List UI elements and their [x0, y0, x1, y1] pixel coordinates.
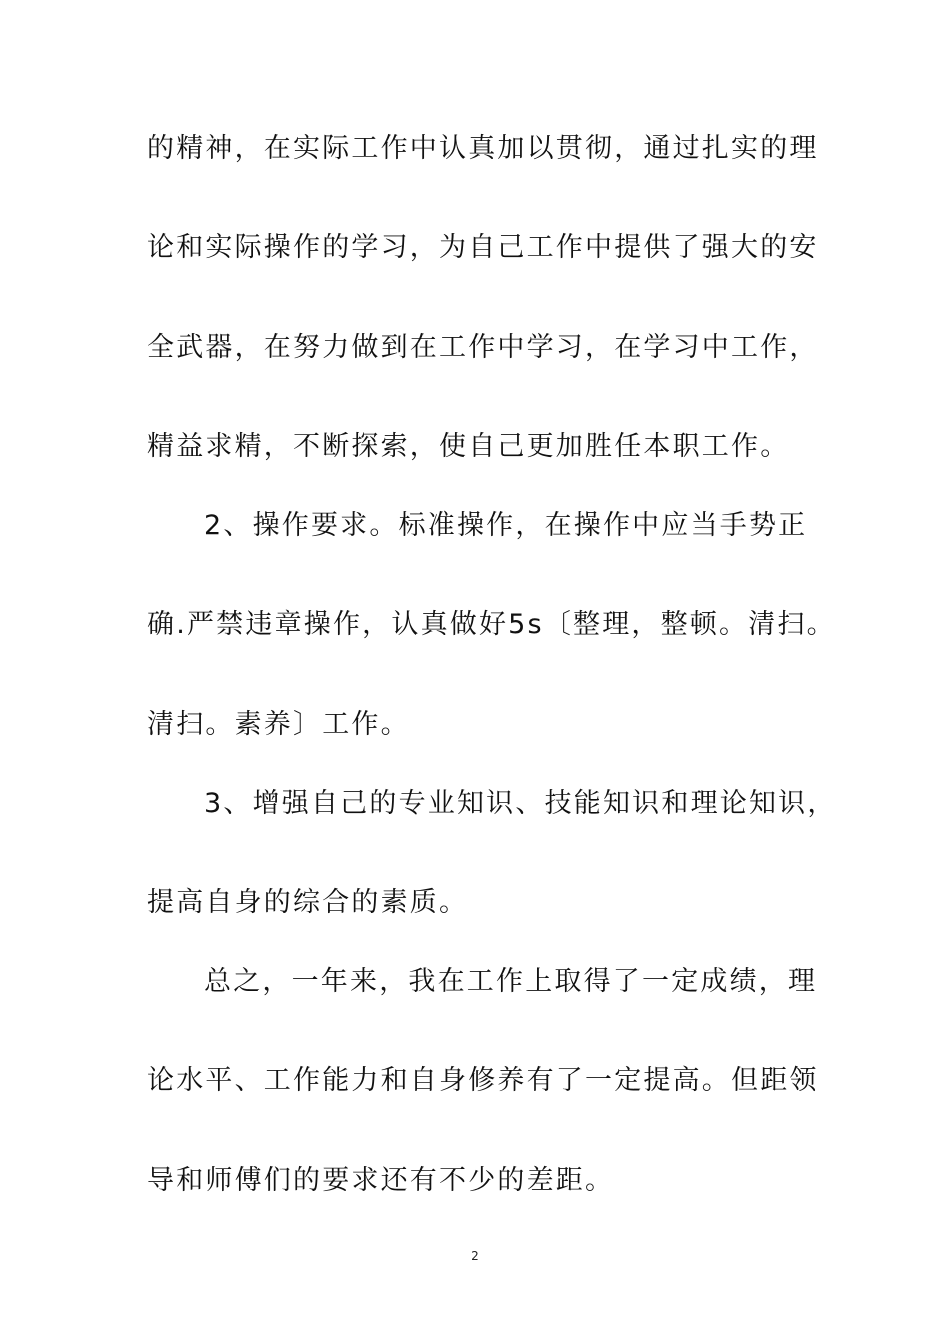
text-line-2: 论和实际操作的学习，为自己工作中提供了强大的安	[147, 232, 819, 263]
text-line-5: 2、操作要求。标准操作，在操作中应当手势正	[204, 510, 808, 541]
text-line-9: 提高自身的综合的素质。	[147, 887, 469, 918]
text-line-10: 总之，一年来，我在工作上取得了一定成绩，理	[204, 966, 818, 997]
text-line-1: 的精神，在实际工作中认真加以贯彻，通过扎实的理	[147, 133, 819, 164]
page-number: 2	[471, 1249, 479, 1263]
text-line-12: 导和师傅们的要求还有不少的差距。	[147, 1165, 615, 1196]
text-line-8: 3、增强自己的专业知识、技能知识和理论知识，	[204, 788, 837, 819]
text-line-11: 论水平、工作能力和自身修养有了一定提高。但距领	[147, 1065, 819, 1096]
text-line-7: 清扫。素养〕工作。	[147, 709, 410, 740]
text-line-3: 全武器，在努力做到在工作中学习，在学习中工作，	[147, 332, 819, 363]
text-line-4: 精益求精，不断探索，使自己更加胜任本职工作。	[147, 431, 790, 462]
text-line-6: 确.严禁违章操作，认真做好5s〔整理，整顿。清扫。	[147, 609, 836, 640]
